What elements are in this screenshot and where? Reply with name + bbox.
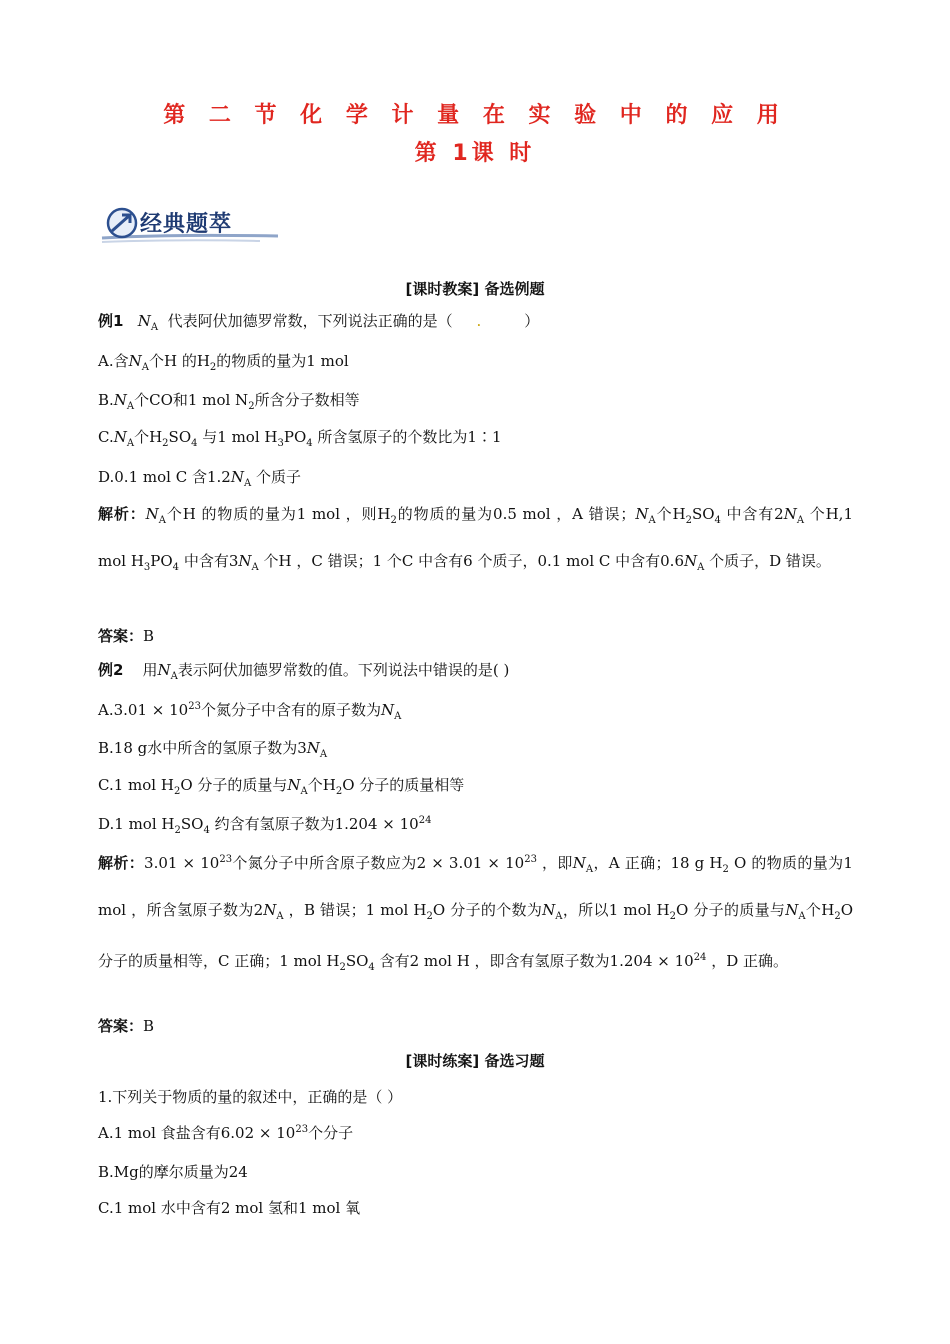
example-1-option-d: D.0.1 mol C 含$1.2N_A$ 个质子 [98, 468, 301, 489]
example-1-option-c: $C.N_A$个$H_2SO_4$ 与1 mol $H_3PO_4$ 所含氢原子的个数比为1∶1 [98, 428, 502, 449]
question-1-option-a: A.1 mol 食盐含有$6.02 \times 10^{23}$个分子 [98, 1124, 354, 1142]
example-2-option-a: $A.3.01 \times 10^{23}$个氮分子中含有的原子数为$N_A$ [98, 701, 402, 722]
example-1-analysis: 解析：$N_A$个H 的物质的量为1 mol ，则$H_2$的物质的量为0.5 mol ，A 错误；$N_A$个$H_2SO_4$ 中含有$2N_A$ 个H,1 mol $H_3PO_4$ 中含有$3N_A$ 个H ，C 错误；1 个C 中含有6 个质子，0.1 mol C 中含有$0.6N_A$ 个质子，D 错误。 [98, 505, 853, 573]
section-heading-exercises: [课时练案] 备选习题 [405, 1052, 545, 1070]
example-1-option-b: $B.N_A$个CO和1 mol $N_2$所含分子数相等 [98, 391, 360, 412]
example-1-answer: 答案：B [98, 627, 155, 645]
question-1-stem: 1.下列关于物质的量的叙述中，正确的是（ ） [98, 1088, 403, 1106]
question-1-option-b: B.Mg的摩尔质量为24 [98, 1163, 248, 1181]
page-subtitle: 第 1课 时 [414, 141, 536, 166]
example-2-option-b: B.18 g水中所含的氢原子数为$3N_A$ [98, 739, 328, 760]
section-heading-examples: [课时教案] 备选例题 [405, 280, 545, 298]
banner-label: 经典题萃 [140, 212, 233, 237]
example-1-option-a: A.含$N_A$个H 的$H_2$的物质的量为1 mol [98, 352, 349, 373]
question-1-option-c: C.1 mol 水中含有2 mol 氢和1 mol 氧 [98, 1199, 361, 1217]
example-2-option-c: C.1 mol $H_2O$ 分子的质量与$N_A$个$H_2O$ 分子的质量相等 [98, 776, 465, 797]
example-2-stem: 例2 用$N_A$表示阿伏加德罗常数的值。下列说法中错误的是( ) [98, 661, 510, 682]
example-2-option-d: D.1 mol $H_2SO_4$ 约含有氢原子数为$1.204 \times 10^{24}$ [98, 815, 432, 836]
example-2-answer: 答案：B [98, 1017, 155, 1035]
section-banner [100, 205, 280, 245]
example-2-analysis: 解析：$3.01 \times 10^{23}$个氮分子中所含原子数应为$2 \times 3.01 \times 10^{23}$ ，即$N_A$，A 正确；18 g $H_2$ O 的物质的量为1 mol ，所含氢原子数为$2N_A$ ，B 错误；1 mol $H_2O$ 分子的个数为$N_A$，所以1 mol $H_2O$ 分子的质量与$N_A$个$H_2O$ 分子的质量相等，C 正确；1 mol $H_2SO_4$ 含有2 mol H ，即含有氢原子数为$1.204 \times 10^{24}$ ，D 正确。 [98, 854, 854, 973]
page-title: 第 二 节 化 学 计 量 在 实 验 中 的 应 用 [163, 103, 787, 128]
example-1-stem: 例1 $N_A$ 代表阿伏加德罗常数，下列说法正确的是（ . ） [98, 312, 540, 333]
